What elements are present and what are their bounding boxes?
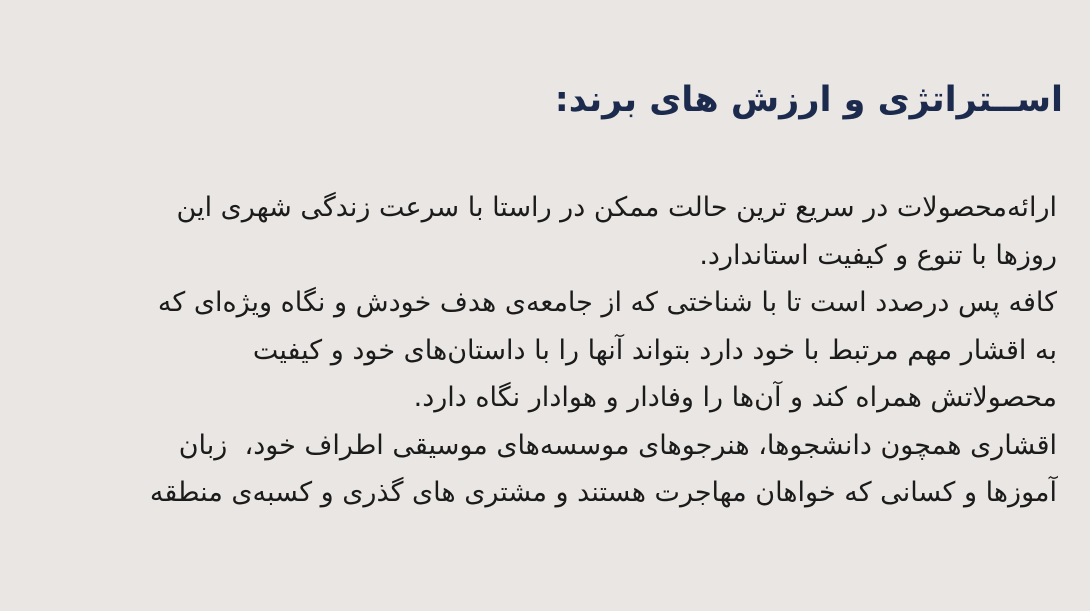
body-line: روزها با تنوع و کیفیت استاندارد. [699,239,1057,271]
body-line: به اقشار مهم مرتبط با خود دارد بتواند آنها را با داستان‌های خود و کیفیت [252,334,1057,366]
body-line: محصولاتش همراه کند و آن‌ها را وفادار و هوادار نگاه دارد. [413,382,1057,413]
body-line: اقشاری همچون دانشجوها، هنرجوهای موسسه‌های موسیقی اطراف خود، زبان [178,429,1057,461]
page-title: اســتراتژی و ارزش های برند: [554,80,1063,120]
body-line: ارائه‌محصولات در سریع ترین حالت ممکن در راستا با سرعت زندگی شهری این [176,192,1057,223]
body-line: آموزها و کسانی که خواهان مهاجرت هستند و مشتری های گذری و کسبه‌ی منطقه [149,477,1057,508]
body-paragraph [30,184,1057,517]
body-line: کافه پس درصدد است تا با شناختی که از جامعه‌ی هدف خودش و نگاه ویژه‌ای که [157,287,1057,318]
